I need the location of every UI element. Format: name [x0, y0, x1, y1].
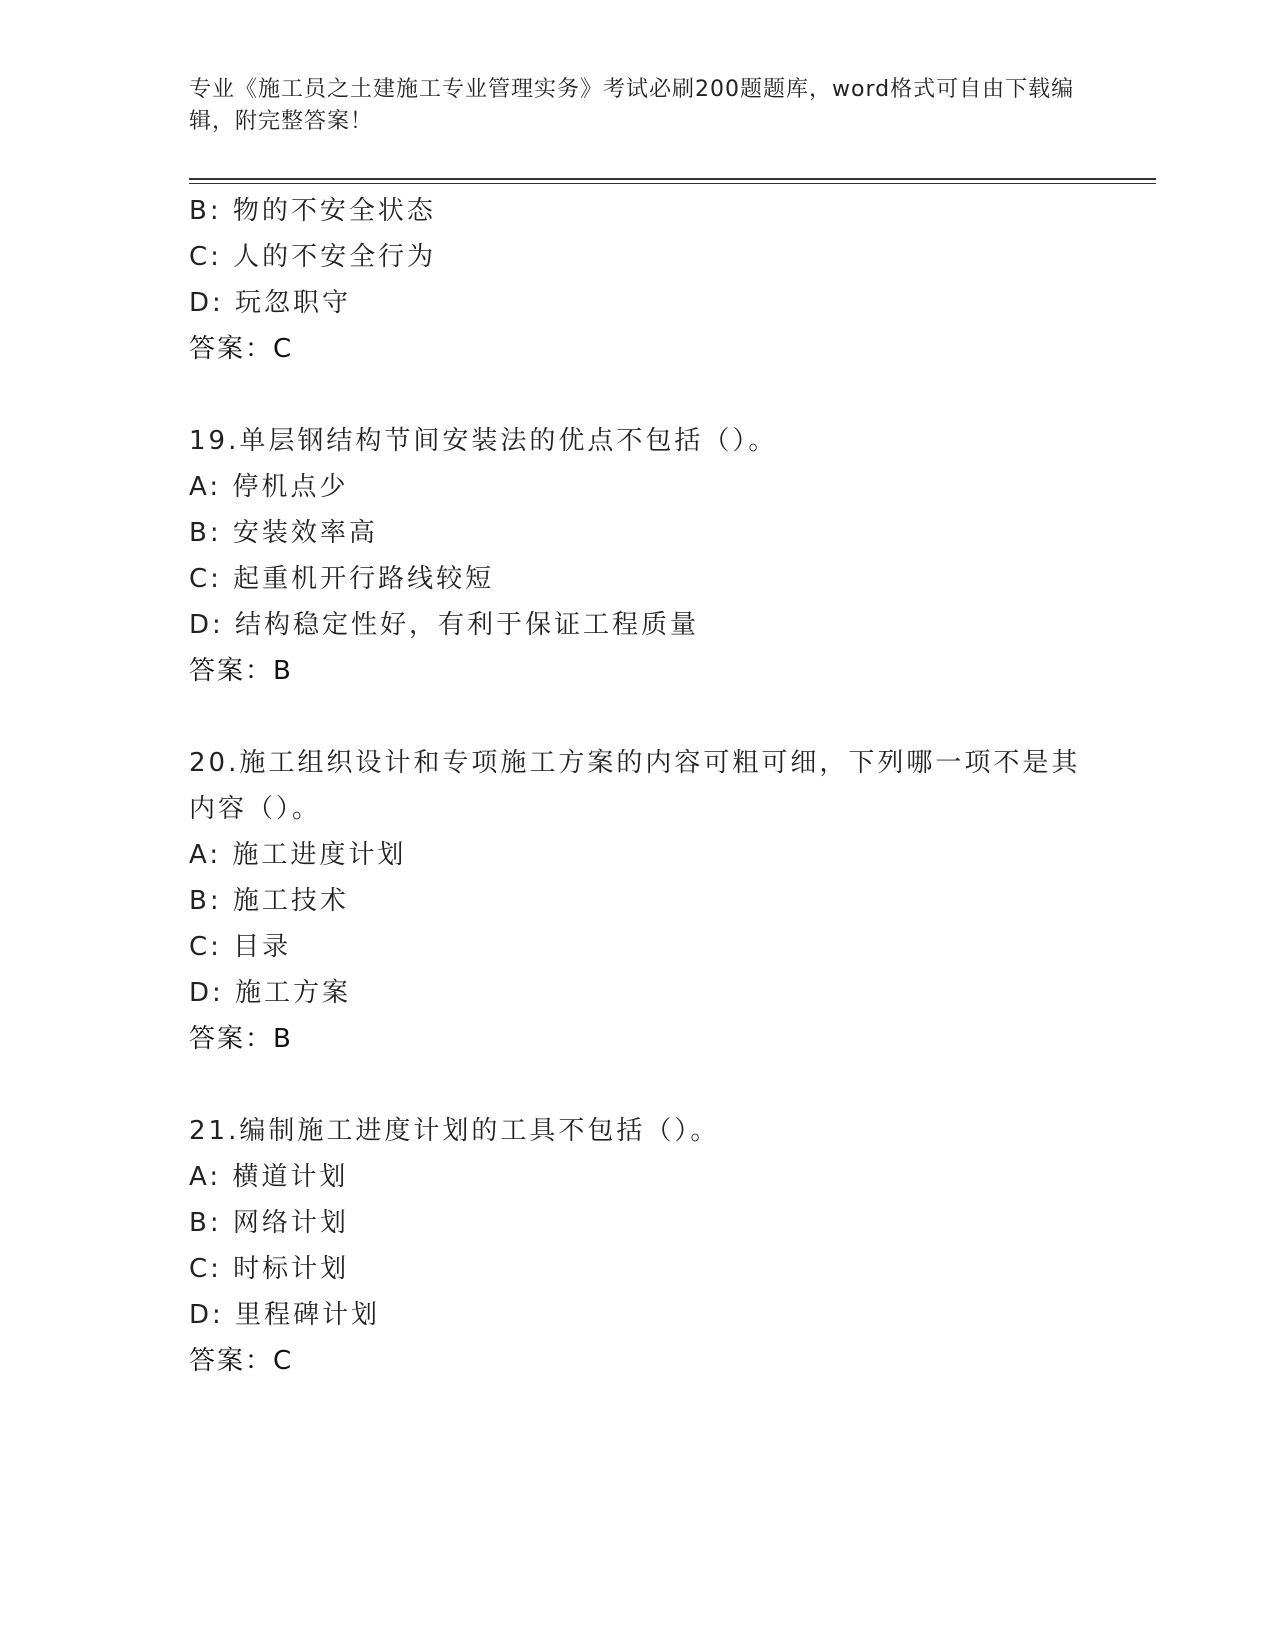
option-d: D: 玩忽职守 — [189, 288, 352, 318]
question-20 — [189, 740, 1089, 1062]
question-stem: 21.编制施工进度计划的工具不包括（）。 — [189, 1116, 720, 1146]
spacer — [189, 694, 1089, 740]
option-b: B: 网络计划 — [189, 1208, 349, 1238]
question-21 — [189, 1108, 1089, 1384]
header-divider-thick — [189, 178, 1156, 180]
answer: 答案：B — [189, 656, 293, 686]
option-b: B: 施工技术 — [189, 886, 349, 916]
spacer — [189, 372, 1089, 418]
answer: 答案：B — [189, 1024, 293, 1054]
header-divider-thin — [189, 183, 1156, 184]
question-stem: 19.单层钢结构节间安装法的优点不包括（）。 — [189, 426, 778, 456]
question-18 — [189, 188, 1089, 372]
option-d: D: 结构稳定性好，有利于保证工程质量 — [189, 610, 700, 640]
option-c: C: 时标计划 — [189, 1254, 350, 1284]
spacer — [189, 1062, 1089, 1108]
option-a: A: 横道计划 — [189, 1162, 349, 1192]
option-c: C: 人的不安全行为 — [189, 242, 437, 272]
question-list — [189, 188, 1089, 1384]
option-d: D: 里程碑计划 — [189, 1300, 381, 1330]
question-19 — [189, 418, 1089, 694]
question-stem: 20.施工组织设计和专项施工方案的内容可粗可细，下列哪一项不是其内容（）。 — [189, 748, 1081, 824]
document-header-title: 专业《施工员之土建施工专业管理实务》考试必刷200题题库，word格式可自由下载编辑，附完整答案！ — [189, 77, 1075, 134]
option-a: A: 施工进度计划 — [189, 840, 407, 870]
option-d: D: 施工方案 — [189, 978, 352, 1008]
option-c: C: 起重机开行路线较短 — [189, 564, 495, 594]
option-b: B: 物的不安全状态 — [189, 196, 436, 226]
option-b: B: 安装效率高 — [189, 518, 378, 548]
answer: 答案：C — [189, 334, 294, 364]
option-c: C: 目录 — [189, 932, 292, 962]
option-a: A: 停机点少 — [189, 472, 349, 502]
answer: 答案：C — [189, 1346, 294, 1376]
